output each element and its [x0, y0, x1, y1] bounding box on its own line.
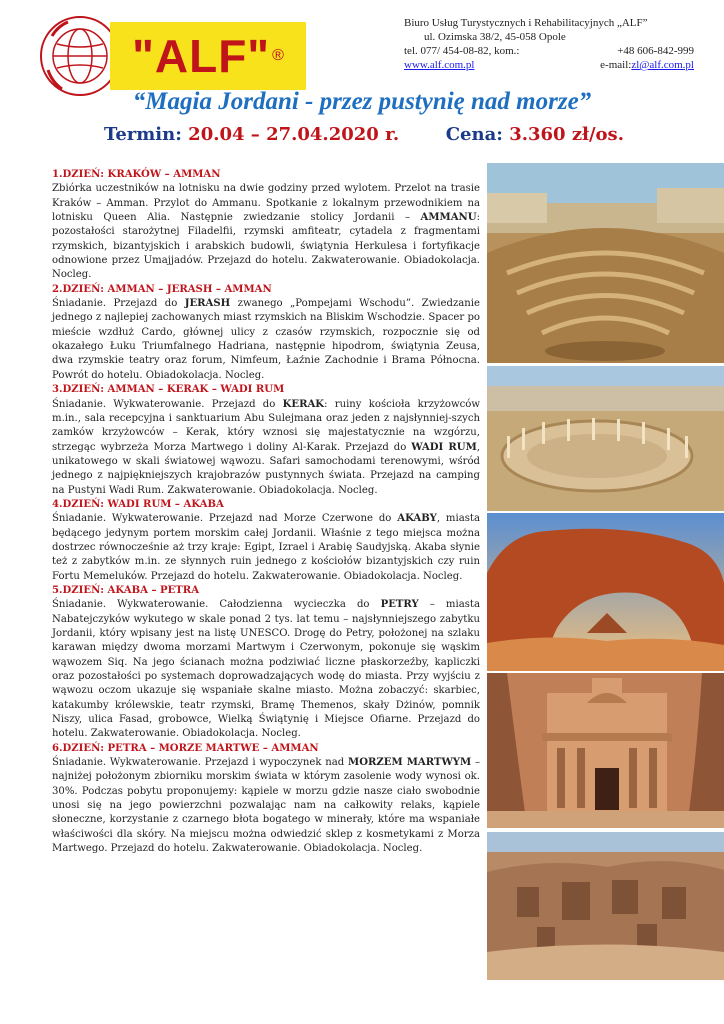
day-text: Śniadanie. Wykwaterowanie. Przejazd nad Morze Czerwone do AKABY, miasta będącego jedynym portem morskim całej Jordanii. Właśnie z tego miejsca można dostrzec równocześnie aż trzy kraje: Egipt, Izrael i Arabię Saudyjską. Akaba słynie też z zabytków m.in. ze słynnych ruin jednego z kościołów bizantyjskich czy ruin Fortu Memeluków. Przejazd do hotelu. Zakwaterowanie. Obiadokolacja. Nocleg. [52, 513, 480, 582]
logo-registered: ® [272, 47, 284, 64]
alf-logo [38, 14, 284, 98]
day-heading: 5.DZIEŃ: AKABA – PETRA [52, 584, 200, 596]
petra-tombs-photo [487, 832, 724, 980]
day-text: Śniadanie. Wykwaterowanie. Całodzienna wycieczka do PETRY – miasta Nabatejczyków wykutego w skale ponad 2 tys. lat temu – najsłynniejszego zabytku Jordanii, który wpisany jest na listę UNESCO. Drogę do Petry, położonej na szlaku karawan między dwoma morzami Martwym i Czerwonym, pokonuje się wąskim wąwozem Siq. Na jego ścianach można podziwiać liczne płaskorzeźby, kapliczki oraz pozostałości po systemach doprowadzających wodę do miasta. Przy wyjściu z wąwozu oczom ukazuje się wspaniałe skalne miasto. Można zobaczyć: skarbiec, katakumby królewskie, teatr rzymski, Bramę Themenos, skały Dżinów, pomnik Niszy, ulica Fasad, grobowce, Wielką Świątynię i Miejsce Ofiarne. Przejazd do hotelu. Zakwaterowanie. Obiadokolacja. Nocleg. [52, 599, 480, 740]
website-link[interactable]: www.alf.com.pl [404, 59, 475, 71]
day-text: Zbiórka uczestników na lotnisku na dwie godziny przed wylotem. Przelot na trasie Kraków – Amman. Przylot do Ammanu. Spotkanie z lokalnym przewodnikiem na lotnisku Queen Alia. Następnie zwiedzanie stolicy Jordanii – AMMANU: pozostałości starożytnej Filadelfii, rzymski amfiteatr, cytadela z fragmentami rzymskich, bizantyjskich i arabskich budowli, świątynia Herkulesa i fortyfikacje odnowione przez Umajjadów. Przejazd do hotelu. Zakwaterowanie. Obiadokolacja. Nocleg. [52, 183, 480, 281]
web-row [404, 58, 694, 72]
email-row [600, 58, 694, 72]
term-label: Termin: [104, 124, 182, 145]
email-label: e-mail: [600, 59, 632, 71]
mobile-text: +48 606-842-999 [617, 45, 694, 57]
day-text: Śniadanie. Wykwaterowanie. Przejazd i wypoczynek nad MORZEM MARTWYM – najniżej położonym zbiorniku morskim świata w którym zasolenie wody wynosi ok. 30%. Podczas pobytu proponujemy: kąpiele w morzu gdzie nasze ciało swobodnie unosi się na jego powierzchni pozwalając nam na całkowity relaks, kąpiele słoneczne, korzystanie z czarnego błota bogatego w minerały, które ma wspaniałe właściwości dla skóry. Na miejscu można odwiedzić sklep z kosmetykami z Morza Martwego. Przejazd do hotelu. Zakwaterowanie. Obiadokolacja. Nocleg. [52, 757, 480, 855]
day-heading: 6.DZIEŃ: PETRA – MORZE MARTWE – AMMAN [52, 742, 319, 754]
phone-text: tel. 077/ 454-08-82, kom.: [404, 45, 520, 57]
company-name: Biuro Usług Turystycznych i Rehabilitacyjnych „ALF” [404, 17, 648, 29]
day-heading: 1.DZIEŃ: KRAKÓW – AMMAN [52, 169, 221, 180]
email-link[interactable]: zl@alf.com.pl [631, 59, 694, 71]
amman-amphitheatre-photo [487, 163, 724, 363]
logo-box [110, 22, 306, 90]
page-title: “Magia Jordani - przez pustynię nad morze” [132, 88, 592, 115]
term-value: 20.04 – 27.04.2020 r. [188, 124, 400, 145]
jerash-forum-photo [487, 366, 724, 511]
phone-row [404, 44, 694, 58]
day-text: Śniadanie. Wykwaterowanie. Przejazd do KERAK: ruiny kościoła krzyżowców m.in., sala recepcyjna i sanktuarium Abu Sulejmana oraz jeden z najsłynniej-szych zamków krzyżowców – Kerak, który wznosi się majestatycznie na wzgórzu, strzegąc wybrzeża Morza Martwego i doliny Al-Karak. Przejazd do WADI RUM, unikatowego w skali światowej wąwozu. Safari samochodami terenowymi, wśród jednego z najpiękniejszych krajobrazów pustynnych świata. Przejazd na camping na Pustyni Wadi Rum. Zakwaterowanie. Obiadokolacja. Nocleg. [52, 398, 481, 496]
price-value: 3.360 zł/os. [509, 124, 624, 145]
wadi-rum-arch-photo [487, 513, 724, 671]
price-label: Cena: [445, 124, 503, 145]
company-address: ul. Ozimska 38/2, 45-058 Opole [424, 31, 566, 43]
day-text: Śniadanie. Przejazd do JERASH zwanego „Pompejami Wschodu”. Zwiedzanie jednego z najlepiej zachowanych miast rzymskich na Bliskim Wschodzie. Spacer po mieście wzdłuż Cardo, głównej ulicy z czasów rzymskich, rozpocznie się od okazałego Łuku Triumfalnego Hadriana, następnie hipodrom, świątynia Zeusa, dwa rzymskie teatry oraz forum, Nimfeum, Łaźnie Zachodnie i Brama Północna. Powrót do hotelu. Obiadokolacja. Nocleg. [52, 298, 480, 381]
contact-block [404, 16, 694, 72]
day-heading: 4.DZIEŃ: WADI RUM – AKABA [52, 498, 224, 510]
petra-monastery-photo [487, 673, 724, 828]
itinerary [52, 168, 480, 857]
day-heading: 2.DZIEŃ: AMMAN – JERASH – AMMAN [52, 283, 272, 295]
day-heading: 3.DZIEŃ: AMMAN – KERAK – WADI RUM [52, 384, 285, 396]
term-price-line [104, 124, 664, 145]
logo-word: "ALF" [132, 30, 271, 82]
